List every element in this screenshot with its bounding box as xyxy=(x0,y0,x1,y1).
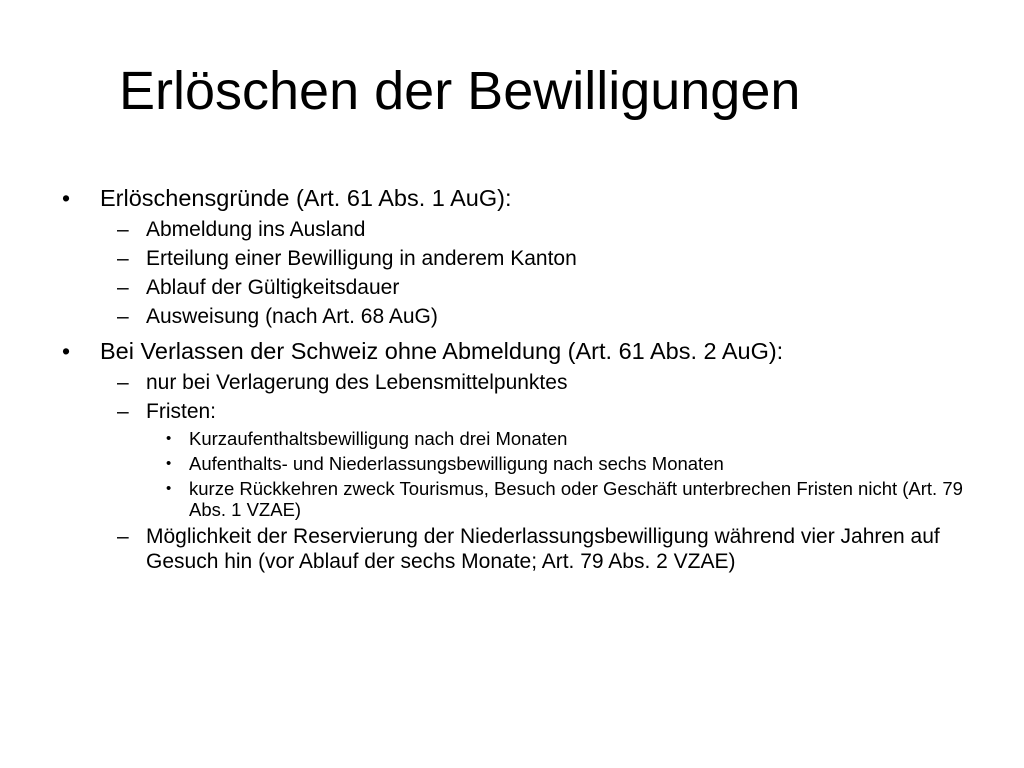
bullet-dot-icon: • xyxy=(62,338,71,364)
sub-bullet-item xyxy=(0,302,1024,331)
list-item: Abmeldung ins Ausland xyxy=(146,218,366,241)
slide-content xyxy=(0,178,1024,576)
small-bullet-icon: • xyxy=(166,480,172,497)
sub-bullet-item xyxy=(0,522,1024,576)
dash-icon: – xyxy=(117,305,129,328)
list-item: Ausweisung (nach Art. 68 AuG) xyxy=(146,305,438,328)
sub-sub-bullet-item xyxy=(0,451,1024,476)
sub-sub-bullet-item xyxy=(0,426,1024,451)
sub-bullet-item xyxy=(0,215,1024,244)
list-item: nur bei Verlagerung des Lebensmittelpunktes xyxy=(146,371,568,394)
dash-icon: – xyxy=(117,247,129,270)
list-item: Aufenthalts- und Niederlassungsbewilligung nach sechs Monaten xyxy=(189,453,724,474)
list-item: kurze Rückkehren zweck Tourismus, Besuch oder Geschäft unterbrechen Fristen nicht (Art. 79 Abs. 1 VZAE) xyxy=(189,478,963,520)
dash-icon: – xyxy=(117,276,129,299)
dash-icon: – xyxy=(117,400,129,423)
dash-icon: – xyxy=(117,371,129,394)
sub-bullet-item xyxy=(0,244,1024,273)
slide-title: Erlöschen der Bewilligungen xyxy=(119,61,801,121)
dash-icon: – xyxy=(117,218,129,241)
dash-icon: – xyxy=(117,525,129,548)
list-item: Möglichkeit der Reservierung der Niederlassungsbewilligung während vier Jahren auf Gesuch hin (vor Ablauf der sechs Monate; Art. 79 Abs. 2 VZAE) xyxy=(146,525,940,573)
section-heading: Erlöschensgründe (Art. 61 Abs. 1 AuG): xyxy=(100,185,512,211)
sub-bullet-item xyxy=(0,397,1024,426)
sub-bullet-item xyxy=(0,273,1024,302)
small-bullet-icon: • xyxy=(166,430,172,447)
sub-sub-bullet-item xyxy=(0,476,1024,522)
bullet-item xyxy=(0,181,1024,215)
list-item: Erteilung einer Bewilligung in anderem Kanton xyxy=(146,247,577,270)
section-heading: Bei Verlassen der Schweiz ohne Abmeldung (Art. 61 Abs. 2 AuG): xyxy=(100,338,784,364)
bullet-dot-icon: • xyxy=(62,185,71,211)
small-bullet-icon: • xyxy=(166,455,172,472)
list-item: Kurzaufenthaltsbewilligung nach drei Monaten xyxy=(189,428,568,449)
bullet-item xyxy=(0,334,1024,368)
list-item: Fristen: xyxy=(146,400,217,423)
sub-bullet-item xyxy=(0,368,1024,397)
list-item: Ablauf der Gültigkeitsdauer xyxy=(146,276,400,299)
